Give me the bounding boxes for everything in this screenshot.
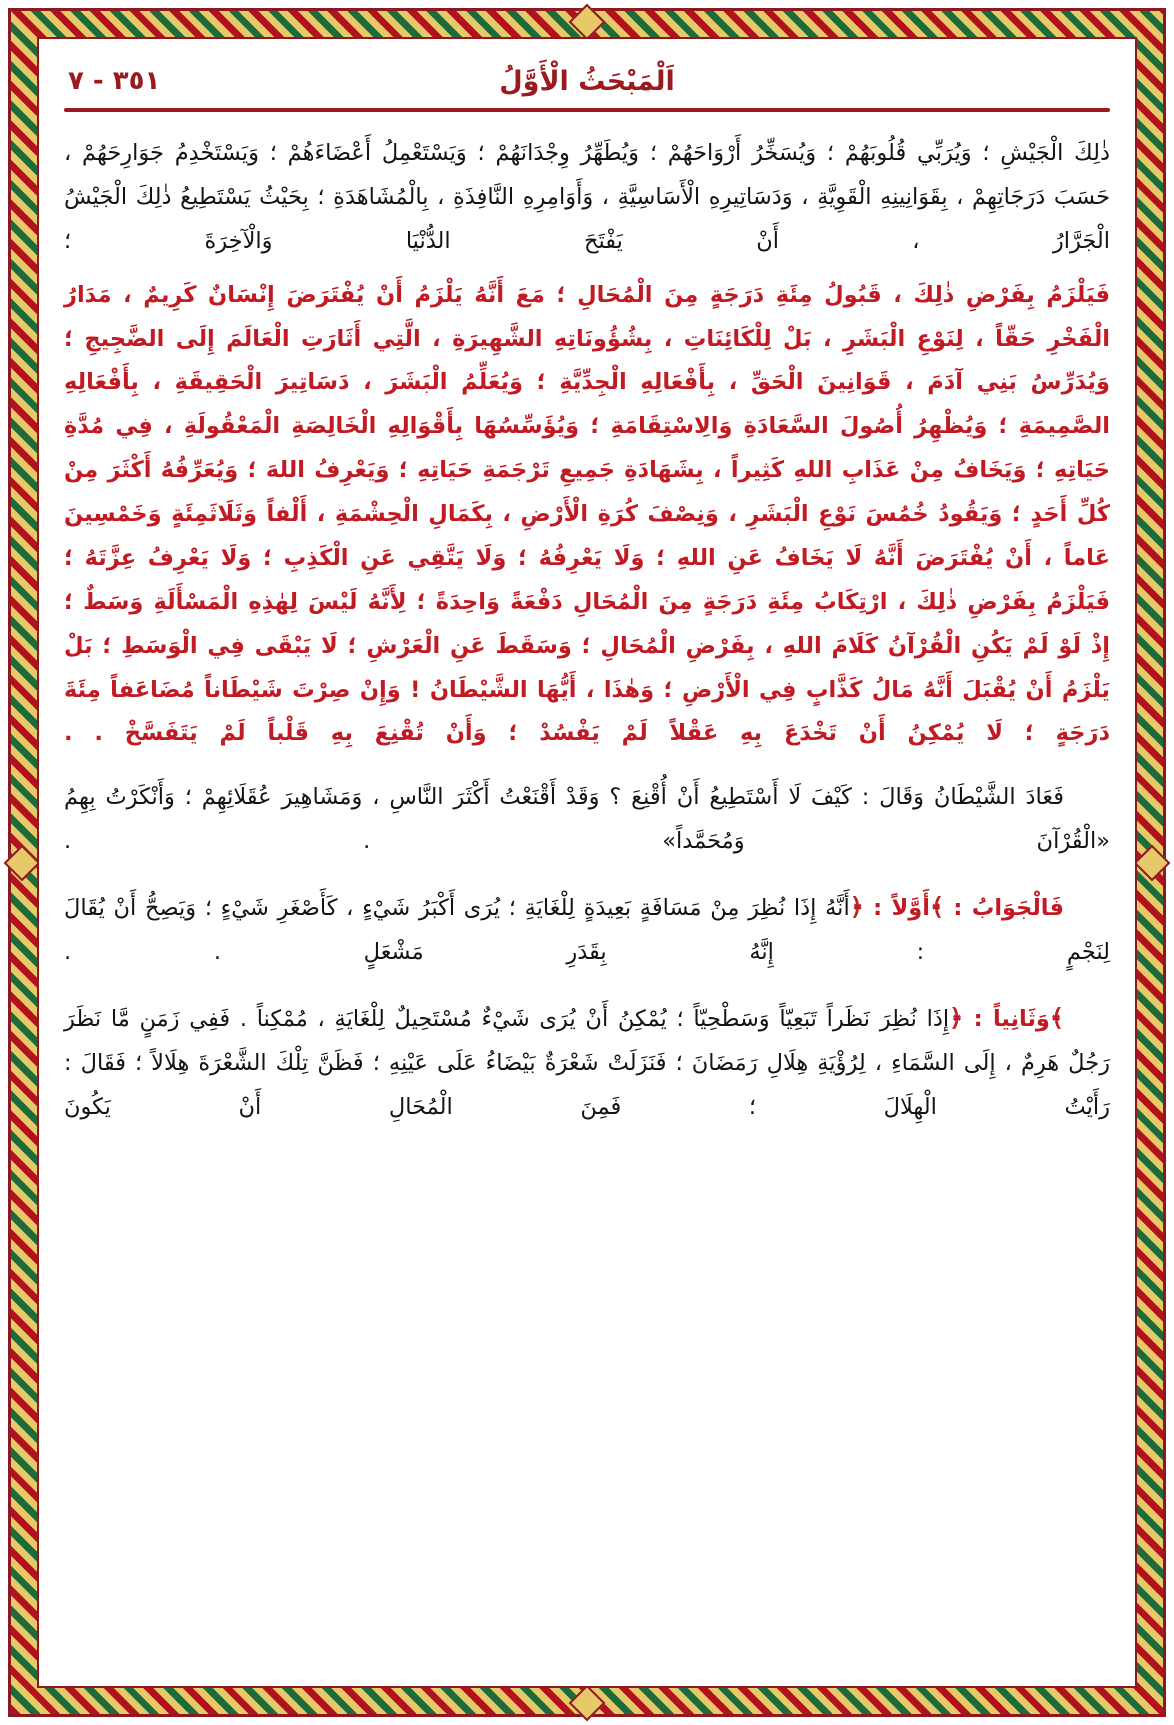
ornament-diamond-right [1134, 844, 1171, 881]
ornament-diamond-bottom [569, 1685, 606, 1722]
page-header [60, 66, 1114, 96]
paragraph-4 [64, 884, 1110, 975]
spacer [60, 874, 1114, 884]
paragraph-5-text: إِذَا نُظِرَ نَظَراً تَبَعِيّاً وَسَطْحِيّاً ؛ يُمْكِنُ أَنْ يُرَى شَيْءٌ مُسْتَحِيلٌ لِلْغَايَةِ ، مُمْكِناً . فَفِي زَمَنٍ مَّا نَظَرَ رَجُلٌ هَرِمٌ ، إِلَى السَّمَاءِ ، لِرُؤْيَةِ هِلَالِ رَمَضَانَ ؛ فَنَزَلَتْ شَعْرَةٌ بَيْضَاءُ عَلَى عَيْنِهِ ؛ فَظَنَّ تِلْكَ الشَّعْرَةَ هِلَالاً ؛ فَقَالَ : رَأَيْتُ الْهِلَالَ ؛ فَمِنَ الْمُحَالِ أَنْ يَكُونَ [64, 1005, 1110, 1120]
page-content [60, 58, 1114, 1667]
spacer [60, 985, 1114, 995]
page-title: اَلْمَبْحَثُ الْأَوَّلُ [499, 66, 675, 97]
bracket-open-icon: ﴾ [1049, 1003, 1064, 1032]
paragraph-4-marker: أَوَّلاً : [863, 895, 930, 921]
paragraph-3: فَعَادَ الشَّيْطَانُ وَقَالَ : كَيْفَ لَا أَسْتَطِيعُ أَنْ أُقْنِعَ ؟ وَقَدْ أَقْنَعْتُ أَكْثَرَ النَّاسِ ، وَمَشَاهِيرَ عُقَلَائِهِمْ ؛ وَأَنْكَرْتُ بِهِمُ «الْقُرْآنَ وَمُحَمَّداً» . . [64, 784, 1110, 855]
paragraph-2: فَيَلْزَمُ بِفَرْضِ ذٰلِكَ ، قَبُولُ مِئَةِ دَرَجَةٍ مِنَ الْمُحَالِ ؛ مَعَ أَنَّهُ يَلْزَمُ أَنْ يُفْتَرَضَ إِنْسَانٌ كَرِيمٌ ، مَدَارُ الْفَخْرِ حَقّاً ، لِنَوْعِ الْبَشَرِ ، بَلْ لِلْكَائِنَاتِ ، بِشُؤُونَاتِهِ الشَّهِيرَةِ ، الَّتِي أَثَارَتِ الْعَالَمَ إِلَى الضَّجِيجِ ؛ وَيُدَرِّسُ بَنِي آدَمَ ، قَوَانِينَ الْحَقِّ ، بِأَفْعَالِهِ الْجِدِّيَّةِ ؛ وَيُعَلِّمُ الْبَشَرَ ، دَسَاتِيرَ الْحَقِيقَةِ ، بِأَفْعَالِهِ الصَّمِيمَةِ ؛ وَيُظْهِرُ أُصُولَ السَّعَادَةِ وَالِاسْتِقَامَةِ ؛ وَيُؤَسِّسُهَا بِأَقْوَالِهِ الْخَالِصَةِ الْمَعْقُولَةِ ، فِي مُدَّةِ حَيَاتِهِ ؛ وَيَخَافُ مِنْ عَذَابِ اللهِ كَثِيراً ، بِشَهَادَةِ جَمِيعِ تَرْجَمَةِ حَيَاتِهِ ؛ وَيَعْرِفُ اللهَ ؛ وَيُعَرِّفُهُ أَكْثَرَ مِنْ كُلِّ أَحَدٍ ؛ وَيَقُودُ خُمُسَ نَوْعِ الْبَشَرِ ، وَنِصْفَ كُرَةِ الْأَرْضِ ، بِكَمَالِ الْحِشْمَةِ ، أَلْفاً وَثَلَاثَمِئَةٍ وَخَمْسِينَ عَاماً ، أَنْ يُفْتَرَضَ أَنَّهُ لَا يَخَافُ عَنِ اللهِ ؛ وَلَا يَعْرِفُهُ ؛ وَلَا يَتَّقِي عَنِ الْكَذِبِ ؛ وَلَا يَعْرِفُ عِزَّتَهُ ؛ فَيَلْزَمُ بِفَرْضِ ذٰلِكَ ، ارْتِكَابُ مِئَةِ دَرَجَةٍ مِنَ الْمُحَالِ دَفْعَةً وَاحِدَةً ؛ لِأَنَّهُ لَيْسَ لِهٰذِهِ الْمَسْأَلَةِ وَسَطٌ ؛ إِذْ لَوْ لَمْ يَكُنِ الْقُرْآنُ كَلَامَ اللهِ ، بِفَرْضِ الْمُحَالِ ؛ وَسَقَطَ عَنِ الْعَرْشِ ؛ لَا يَبْقَى فِي الْوَسَطِ ؛ بَلْ يَلْزَمُ أَنْ يُقْبَلَ أَنَّهُ مَالُ كَذَّابٍ فِي الْأَرْضِ ؛ وَهٰذَا ، أَيُّهَا الشَّيْطَانُ ! وَإِنْ صِرْتَ شَيْطَاناً مُضَاعَفاً مِئَةَ دَرَجَةٍ ؛ لَا يُمْكِنُ أَنْ تَخْدَعَ بِهِ عَقْلاً لَمْ يَفْسُدْ ؛ وَأَنْ تُقْنِعَ بِهِ قَلْباً لَمْ يَتَفَسَّخْ . . [64, 281, 1110, 747]
bracket-open-icon: ﴾ [929, 893, 944, 921]
paragraph-5-marker: وَثَانِياً : [963, 1005, 1050, 1032]
ornament-diamond-top [569, 4, 606, 41]
page-number: ٣٥١ - ٧ [68, 66, 161, 96]
paragraph-1: ذٰلِكَ الْجَيْشِ ؛ وَيُرَبِّي قُلُوبَهُمْ ؛ وَيُسَخِّرُ أَرْوَاحَهُمْ ؛ وَيُطَهِّرُ وِجْدَانَهُمْ ؛ وَيَسْتَعْمِلُ أَعْضَاءَهُمْ ؛ وَيَسْتَخْدِمُ جَوَارِحَهُمْ ، حَسَبَ دَرَجَاتِهِمْ ، بِقَوَانِينِهِ الْقَوِيَّةِ ، وَدَسَاتِيرِهِ الْأَسَاسِيَّةِ ، وَأَوَامِرِهِ النَّافِذَةِ ، بِالْمُشَاهَدَةِ ؛ بِحَيْثُ يَسْتَطِيعُ ذٰلِكَ الْجَيْشُ الْجَرَّارُ ، أَنْ يَفْتَحَ الدُّنْيَا وَالْآخِرَةَ ؛ [64, 140, 1110, 254]
paragraph-4-text: أَنَّهُ إِذَا نُظِرَ مِنْ مَسَافَةٍ بَعِيدَةٍ لِلْغَايَةِ ؛ يُرَى أَكْبَرُ شَيْءٍ ، كَأَصْغَرِ شَيْءٍ ؛ وَيَصِحُّ أَنْ يُقَالَ لِنَجْمٍ : إِنَّهُ بِقَدَرِ مَشْعَلٍ . . [64, 895, 1110, 965]
header-divider [64, 108, 1110, 112]
paragraph-5 [64, 995, 1110, 1130]
spacer [60, 766, 1114, 776]
bracket-close-icon: ﴿ [849, 893, 864, 921]
bracket-close-icon: ﴿ [949, 1003, 964, 1032]
ornament-diamond-left [4, 844, 41, 881]
paragraph-4-lead: فَالْجَوَابُ : [944, 895, 1064, 921]
